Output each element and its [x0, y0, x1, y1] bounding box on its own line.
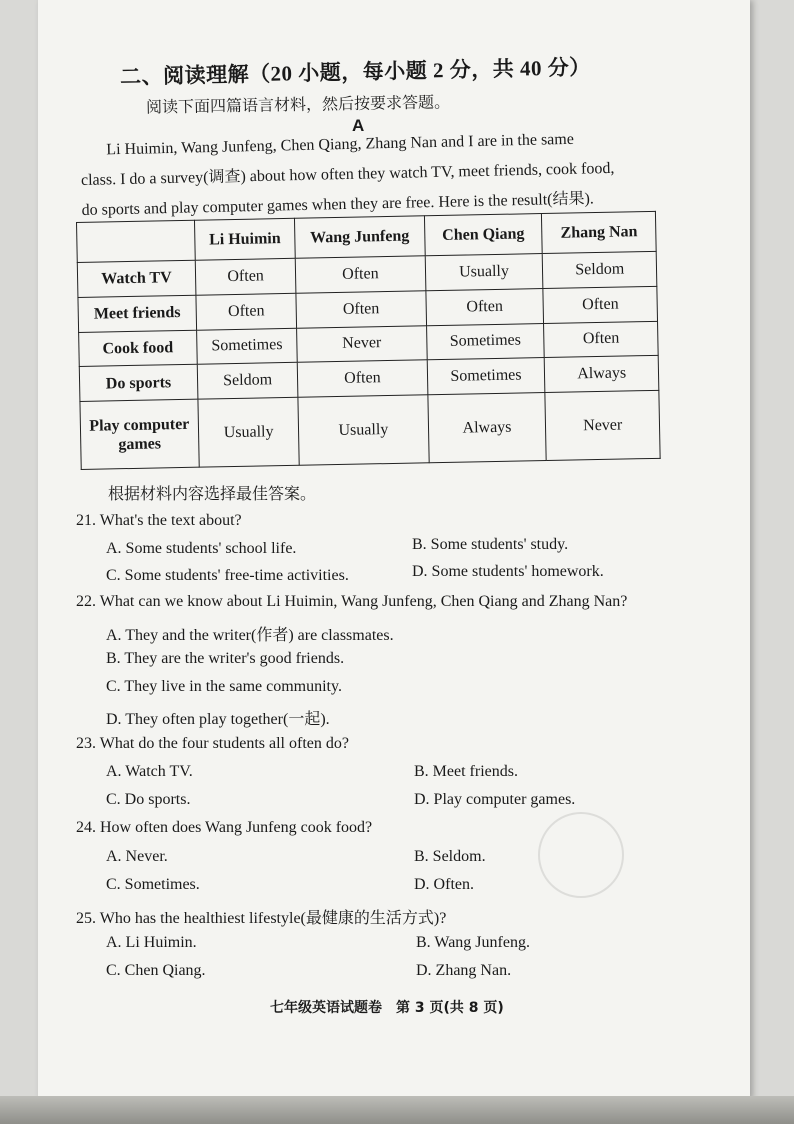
choose-instruction: 根据材料内容选择最佳答案。 [108, 486, 317, 503]
table-cell: Never [297, 325, 427, 362]
table-cell: Often [196, 293, 297, 330]
table-header-cell: Wang Junfeng [295, 216, 425, 258]
table-cell: Often [543, 286, 657, 323]
option-c: C. Sometimes. [106, 876, 200, 893]
row-activity: Meet friends [78, 295, 196, 332]
row-activity: Cook food [79, 330, 197, 367]
question-stem: 25. Who has the healthiest lifestyle(最健康的生活方式)? [76, 910, 447, 927]
table-cell: Often [425, 288, 544, 325]
question-stem: 21. What's the text about? [76, 512, 242, 529]
option-a: A. Never. [106, 848, 168, 865]
option-b: B. Wang Junfeng. [416, 934, 530, 951]
passage-letter: A [352, 116, 365, 135]
table-cell: Sometimes [426, 323, 545, 360]
passage-paragraph [80, 123, 658, 226]
option-d: D. They often play together(一起). [106, 711, 330, 728]
row-activity: Do sports [79, 365, 197, 402]
table-cell: Often [298, 360, 428, 397]
option-d: D. Play computer games. [414, 791, 576, 808]
faint-stamp-mark [538, 812, 624, 898]
page-footer: 七年级英语试题卷 第 3 页(共 8 页) [270, 1000, 504, 1016]
option-b: B. Some students' study. [412, 536, 569, 553]
question-stem: 23. What do the four students all often do? [76, 735, 349, 752]
table-cell: Always [427, 393, 546, 463]
option-d: D. Some students' homework. [412, 563, 604, 580]
option-a: A. They and the writer(作者) are classmates. [106, 627, 394, 644]
option-b: B. Meet friends. [414, 763, 518, 780]
table-cell: Seldom [543, 251, 657, 288]
table-cell: Often [544, 321, 658, 358]
table-cell: Usually [425, 254, 544, 291]
option-d: D. Often. [414, 876, 474, 893]
option-c: C. They live in the same community. [106, 678, 342, 695]
option-a: A. Watch TV. [106, 763, 193, 780]
table-cell: Never [545, 390, 660, 460]
table-cell: Seldom [197, 363, 298, 400]
table-cell: Sometimes [427, 358, 546, 395]
table-cell: Sometimes [196, 328, 297, 365]
table-cell: Usually [198, 397, 300, 467]
option-a: A. Li Huimin. [106, 934, 197, 951]
option-c: C. Chen Qiang. [106, 962, 206, 979]
passage-line-3: do sports and play computer games when they are free. Here is the result(结果). [81, 190, 595, 219]
option-c: C. Some students' free-time activities. [106, 567, 349, 584]
option-b: B. Seldom. [414, 848, 486, 865]
section-title: 二、阅读理解（20 小题，每小题 2 分，共 40 分） [119, 55, 591, 89]
table-cell: Usually [298, 395, 429, 465]
row-activity: Play computer games [80, 399, 199, 469]
option-d: D. Zhang Nan. [416, 962, 512, 979]
table-header-cell [77, 220, 196, 262]
passage-line-2: class. I do a survey(调查) about how often they watch TV, meet friends, cook food, [80, 159, 615, 189]
question-stem: 24. How often does Wang Junfeng cook food? [76, 819, 373, 836]
row-activity: Watch TV [77, 260, 195, 297]
table-header-cell: Chen Qiang [424, 214, 543, 256]
section-instruction: 阅读下面四篇语言材料，然后按要求答题。 [145, 94, 451, 117]
option-c: C. Do sports. [106, 791, 191, 808]
table-cell: Always [545, 356, 659, 393]
option-b: B. They are the writer's good friends. [106, 650, 345, 667]
table-row [80, 390, 660, 469]
survey-table [76, 211, 661, 470]
table-cell: Often [296, 256, 426, 293]
table-cell: Often [296, 291, 426, 328]
passage-line-1: Li Huimin, Wang Junfeng, Chen Qiang, Zhang Nan and I are in the same [106, 130, 575, 159]
scan-bottom-edge [0, 1096, 794, 1124]
question-stem: 22. What can we know about Li Huimin, Wang Junfeng, Chen Qiang and Zhang Nan? [76, 593, 628, 610]
table-header-cell: Li Huimin [194, 218, 295, 260]
table-header-cell: Zhang Nan [542, 211, 656, 253]
table-cell: Often [195, 258, 296, 295]
option-a: A. Some students' school life. [106, 540, 297, 557]
